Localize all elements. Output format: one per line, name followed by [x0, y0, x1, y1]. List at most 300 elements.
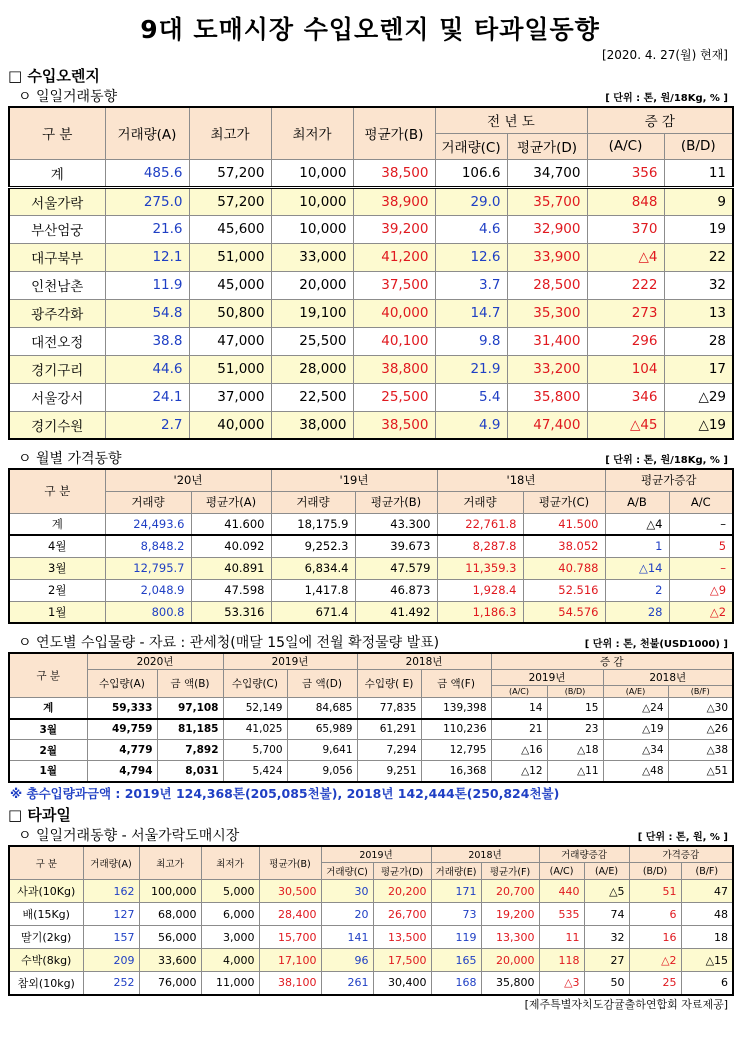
cell-avg: 39,200: [353, 215, 435, 243]
row-name: 인천남촌: [9, 271, 105, 299]
table-row: [9, 761, 733, 782]
cell-a: 4,779: [87, 740, 157, 761]
col-max: 최고가: [139, 846, 201, 880]
cell-prev-avg: 33,200: [507, 355, 587, 383]
cell-ac: △2: [669, 601, 733, 623]
cell-min: 5,000: [201, 880, 259, 903]
row-name: 1월: [9, 601, 105, 623]
cell-bf: △30: [668, 698, 733, 719]
table-row: [9, 535, 733, 557]
cell-avg: 40,100: [353, 327, 435, 355]
col-ac: (A/C): [539, 863, 584, 880]
cell-ac: –: [669, 557, 733, 579]
cell-min: 10,000: [271, 187, 353, 215]
cell-bf: △38: [668, 740, 733, 761]
cell-avg: 25,500: [353, 383, 435, 411]
col-vol-change: 거래량증감: [539, 846, 629, 863]
total-import-note: ※ 총수입량과금액 : 2019년 124,368톤(205,085천불), 2018년 142,444톤(250,824천불): [10, 785, 560, 801]
cell-a20: 41.600: [191, 513, 271, 535]
yearly-unit: [ 단위 : 톤, 천불(USD1000) ]: [584, 639, 728, 650]
cell-prev-avg: 31,400: [507, 327, 587, 355]
cell-bd: 9: [664, 187, 733, 215]
col-vol-2019: 거래량: [271, 491, 355, 513]
cell-bf: 48: [681, 903, 733, 926]
row-name: 부산엄궁: [9, 215, 105, 243]
cell-prev-vol: 106.6: [435, 159, 507, 187]
cell-v18: 8,287.8: [437, 535, 523, 557]
cell-max: 50,800: [189, 299, 271, 327]
row-name: 광주각화: [9, 299, 105, 327]
cell-vol: 12.1: [105, 243, 189, 271]
row-name: 사과(10Kg): [9, 880, 83, 903]
row-name: 대구북부: [9, 243, 105, 271]
cell-max: 37,000: [189, 383, 271, 411]
table-row: [9, 601, 733, 623]
cell-a: 4,794: [87, 761, 157, 782]
cell-ac: △9: [669, 579, 733, 601]
col-2020: 2020년: [87, 653, 223, 670]
cell-ac: 21: [491, 719, 547, 740]
col-min: 최저가: [271, 107, 353, 159]
cell-ac: 5: [669, 535, 733, 557]
table-row: [9, 972, 733, 995]
col-bd: (B/D): [664, 133, 733, 159]
cell-ac: △4: [587, 243, 664, 271]
col-bf: (B/F): [681, 863, 733, 880]
cell-avg: 30,500: [259, 880, 321, 903]
row-name: 3월: [9, 719, 87, 740]
cell-ad: 17,500: [373, 949, 431, 972]
cell-prev-avg: 35,700: [507, 187, 587, 215]
cell-ac: 296: [587, 327, 664, 355]
cell-v20: 8,848.2: [105, 535, 191, 557]
col-2020: '20년: [105, 469, 271, 491]
row-name: 서울강서: [9, 383, 105, 411]
col-vol-c: 거래량(C): [321, 863, 373, 880]
cell-prev-vol: 21.9: [435, 355, 507, 383]
cell-min: 11,000: [201, 972, 259, 995]
table-row: [9, 579, 733, 601]
cell-vol: 24.1: [105, 383, 189, 411]
cell-e: 77,835: [357, 698, 421, 719]
cell-vol: 485.6: [105, 159, 189, 187]
col-bf: (B/F): [668, 686, 733, 698]
cell-bd: △11: [547, 761, 603, 782]
table-row: [9, 557, 733, 579]
col-change: 증 감: [587, 107, 733, 133]
cell-v20: 800.8: [105, 601, 191, 623]
monthly-subhead: [8, 448, 732, 468]
cell-v19: 18,175.9: [271, 513, 355, 535]
cell-vol: 11.9: [105, 271, 189, 299]
daily-label: ㅇ 일일거래동향: [18, 89, 118, 105]
cell-a: 49,759: [87, 719, 157, 740]
cell-min: 4,000: [201, 949, 259, 972]
fruit-subhead: [8, 825, 732, 845]
cell-bd: 11: [664, 159, 733, 187]
col-gubun: 구 분: [9, 107, 105, 159]
cell-prev-vol: 5.4: [435, 383, 507, 411]
orange-daily-table: [8, 106, 734, 440]
table-row: [9, 243, 733, 271]
cell-avg: 38,900: [353, 187, 435, 215]
cell-prev-vol: 4.6: [435, 215, 507, 243]
cell-ae: △34: [603, 740, 668, 761]
table-row: [9, 159, 733, 187]
col-prev-vol: 거래량(C): [435, 133, 507, 159]
col-gubun: 구 분: [9, 653, 87, 698]
section-orange: □ 수입오렌지: [8, 67, 100, 85]
cell-af: 13,300: [481, 926, 539, 949]
col-bd: (B/D): [629, 863, 681, 880]
fruit-unit: [ 단위 : 톤, 원, % ]: [637, 831, 728, 843]
report-date: [2020. 4. 27(월) 현재]: [601, 48, 728, 62]
cell-bd: 13: [664, 299, 733, 327]
cell-avg: 38,500: [353, 159, 435, 187]
cell-a18: 54.576: [523, 601, 605, 623]
cell-avg: 38,100: [259, 972, 321, 995]
cell-vol: 54.8: [105, 299, 189, 327]
cell-ae: △48: [603, 761, 668, 782]
col-amt-d: 금 액(D): [287, 670, 357, 698]
row-name: 4월: [9, 535, 105, 557]
cell-vol: 157: [83, 926, 139, 949]
table-row: [9, 215, 733, 243]
cell-e: 61,291: [357, 719, 421, 740]
cell-max: 45,000: [189, 271, 271, 299]
cell-min: 38,000: [271, 411, 353, 439]
cell-bd: △29: [664, 383, 733, 411]
col-2018: 2018년: [357, 653, 491, 670]
cell-max: 45,600: [189, 215, 271, 243]
cell-v20: 2,048.9: [105, 579, 191, 601]
cell-bd: △2: [629, 949, 681, 972]
cell-max: 33,600: [139, 949, 201, 972]
cell-v20: 24,493.6: [105, 513, 191, 535]
cell-vc: 30: [321, 880, 373, 903]
cell-a20: 53.316: [191, 601, 271, 623]
col-avg: 평균가(B): [259, 846, 321, 880]
cell-ac: 222: [587, 271, 664, 299]
cell-bd: 32: [664, 271, 733, 299]
cell-min: 22,500: [271, 383, 353, 411]
cell-ad: 13,500: [373, 926, 431, 949]
cell-ab: 28: [605, 601, 669, 623]
cell-prev-vol: 12.6: [435, 243, 507, 271]
table-row: [9, 880, 733, 903]
row-name: 계: [9, 159, 105, 187]
cell-bd: 19: [664, 215, 733, 243]
fruit-label: ㅇ 일일거래동향 - 서울가락도매시장: [18, 827, 240, 844]
cell-bd: 16: [629, 926, 681, 949]
cell-ac: –: [669, 513, 733, 535]
cell-a18: 52.516: [523, 579, 605, 601]
cell-d: 65,989: [287, 719, 357, 740]
cell-a19: 41.492: [355, 601, 437, 623]
cell-prev-avg: 47,400: [507, 411, 587, 439]
col-avg-c: 평균가(C): [523, 491, 605, 513]
cell-ac: 346: [587, 383, 664, 411]
cell-ac: 11: [539, 926, 584, 949]
cell-avg: 28,400: [259, 903, 321, 926]
row-name: 참외(10kg): [9, 972, 83, 995]
cell-v19: 1,417.8: [271, 579, 355, 601]
cell-max: 47,000: [189, 327, 271, 355]
cell-f: 110,236: [421, 719, 491, 740]
cell-ac: △16: [491, 740, 547, 761]
cell-c: 5,700: [223, 740, 287, 761]
cell-bd: 15: [547, 698, 603, 719]
col-change-2019: 2019년: [491, 670, 603, 686]
col-amt-f: 금 액(F): [421, 670, 491, 698]
cell-ae: 50: [584, 972, 629, 995]
cell-v18: 1,186.3: [437, 601, 523, 623]
cell-avg: 41,200: [353, 243, 435, 271]
col-vol: 거래량(A): [105, 107, 189, 159]
col-avg-d: 평균가(D): [373, 863, 431, 880]
col-price-change: 가격증감: [629, 846, 733, 863]
cell-max: 76,000: [139, 972, 201, 995]
daily-unit: [ 단위 : 톤, 원/18Kg, % ]: [605, 93, 728, 104]
row-name: 2월: [9, 579, 105, 601]
cell-ac: 848: [587, 187, 664, 215]
row-name: 3월: [9, 557, 105, 579]
cell-min: 25,500: [271, 327, 353, 355]
cell-ve: 165: [431, 949, 481, 972]
cell-prev-avg: 35,800: [507, 383, 587, 411]
cell-vc: 141: [321, 926, 373, 949]
page-title: 9대 도매시장 수입오렌지 및 타과일동향: [140, 15, 600, 44]
row-name: 계: [9, 698, 87, 719]
yearly-subhead: [8, 632, 732, 652]
cell-ad: 20,200: [373, 880, 431, 903]
col-avg-a: 평균가(A): [191, 491, 271, 513]
cell-af: 20,700: [481, 880, 539, 903]
orange-yearly-table: [8, 652, 734, 783]
cell-ab: △4: [605, 513, 669, 535]
table-row: [9, 411, 733, 439]
cell-d: 9,641: [287, 740, 357, 761]
orange-monthly-table: [8, 468, 734, 624]
cell-af: 20,000: [481, 949, 539, 972]
cell-a19: 47.579: [355, 557, 437, 579]
cell-ad: 26,700: [373, 903, 431, 926]
cell-prev-vol: 29.0: [435, 187, 507, 215]
cell-d: 9,056: [287, 761, 357, 782]
cell-min: 3,000: [201, 926, 259, 949]
cell-ac: 14: [491, 698, 547, 719]
col-change: 증 감: [491, 653, 733, 670]
table-row: [9, 698, 733, 719]
col-ab: A/B: [605, 491, 669, 513]
cell-prev-avg: 28,500: [507, 271, 587, 299]
col-2019: 2019년: [223, 653, 357, 670]
cell-max: 100,000: [139, 880, 201, 903]
cell-e: 7,294: [357, 740, 421, 761]
cell-avg: 40,000: [353, 299, 435, 327]
table-row: [9, 903, 733, 926]
cell-ac: 440: [539, 880, 584, 903]
section-fruit: □ 타과일: [8, 805, 71, 824]
cell-a18: 40.788: [523, 557, 605, 579]
cell-min: 6,000: [201, 903, 259, 926]
cell-ae: 74: [584, 903, 629, 926]
cell-ad: 30,400: [373, 972, 431, 995]
cell-d: 84,685: [287, 698, 357, 719]
cell-a20: 40.891: [191, 557, 271, 579]
cell-min: 10,000: [271, 215, 353, 243]
cell-ae: △5: [584, 880, 629, 903]
table-row: [9, 949, 733, 972]
cell-ac: 370: [587, 215, 664, 243]
cell-v19: 9,252.3: [271, 535, 355, 557]
col-max: 최고가: [189, 107, 271, 159]
row-name: 대전오정: [9, 327, 105, 355]
col-avg-b: 평균가(B): [355, 491, 437, 513]
col-gubun: 구 분: [9, 469, 105, 513]
col-2019: 2019년: [321, 846, 431, 863]
cell-ve: 73: [431, 903, 481, 926]
table-row: [9, 926, 733, 949]
table-row: [9, 740, 733, 761]
cell-ab: 1: [605, 535, 669, 557]
row-name: 수박(8kg): [9, 949, 83, 972]
cell-ac: △12: [491, 761, 547, 782]
col-vol-e: 수입량( E): [357, 670, 421, 698]
cell-a19: 39.673: [355, 535, 437, 557]
table-row: [9, 719, 733, 740]
col-vol-a: 수입량(A): [87, 670, 157, 698]
cell-min: 20,000: [271, 271, 353, 299]
col-vol: 거래량(A): [83, 846, 139, 880]
col-vol-2018: 거래량: [437, 491, 523, 513]
source-footer: [제주특별자치도감귤출하연합회 자료제공]: [524, 997, 728, 1011]
cell-b: 7,892: [157, 740, 223, 761]
cell-vol: 44.6: [105, 355, 189, 383]
table-row: [9, 513, 733, 535]
cell-vol: 21.6: [105, 215, 189, 243]
cell-af: 35,800: [481, 972, 539, 995]
cell-a20: 47.598: [191, 579, 271, 601]
table-row: [9, 383, 733, 411]
table-row: [9, 299, 733, 327]
fruit-daily-table: [8, 845, 734, 996]
cell-vol: 209: [83, 949, 139, 972]
cell-ac: 104: [587, 355, 664, 383]
col-vol-c: 수입량(C): [223, 670, 287, 698]
cell-ac: 356: [587, 159, 664, 187]
col-avg-change: 평균가증감: [605, 469, 733, 491]
cell-avg: 38,500: [353, 411, 435, 439]
cell-ab: △14: [605, 557, 669, 579]
cell-prev-avg: 35,300: [507, 299, 587, 327]
cell-bf: 6: [681, 972, 733, 995]
cell-a18: 41.500: [523, 513, 605, 535]
cell-b: 97,108: [157, 698, 223, 719]
yearly-label: ㅇ 연도별 수입물량 - 자료 : 관세청(매달 15일에 전월 확정물량 발표): [18, 635, 440, 651]
cell-bd: 25: [629, 972, 681, 995]
cell-prev-vol: 3.7: [435, 271, 507, 299]
cell-v18: 22,761.8: [437, 513, 523, 535]
cell-min: 19,100: [271, 299, 353, 327]
cell-af: 19,200: [481, 903, 539, 926]
daily-subhead: [8, 86, 732, 106]
col-avg-f: 평균가(F): [481, 863, 539, 880]
cell-v19: 671.4: [271, 601, 355, 623]
col-amt-b: 금 액(B): [157, 670, 223, 698]
cell-max: 51,000: [189, 355, 271, 383]
cell-min: 28,000: [271, 355, 353, 383]
cell-ae: △19: [603, 719, 668, 740]
cell-avg: 17,100: [259, 949, 321, 972]
cell-min: 33,000: [271, 243, 353, 271]
row-name: 딸기(2kg): [9, 926, 83, 949]
col-ae: (A/E): [603, 686, 668, 698]
cell-ac: △45: [587, 411, 664, 439]
cell-ve: 168: [431, 972, 481, 995]
cell-vol: 38.8: [105, 327, 189, 355]
cell-f: 12,795: [421, 740, 491, 761]
col-avg: 평균가(B): [353, 107, 435, 159]
cell-ac: 273: [587, 299, 664, 327]
cell-max: 51,000: [189, 243, 271, 271]
cell-min: 10,000: [271, 159, 353, 187]
cell-avg: 15,700: [259, 926, 321, 949]
col-2018: 2018년: [431, 846, 539, 863]
cell-f: 139,398: [421, 698, 491, 719]
table-row: [9, 271, 733, 299]
cell-a19: 43.300: [355, 513, 437, 535]
cell-bd: △18: [547, 740, 603, 761]
cell-bf: △51: [668, 761, 733, 782]
cell-bd: 51: [629, 880, 681, 903]
cell-vol: 252: [83, 972, 139, 995]
table-row: [9, 187, 733, 215]
cell-bd: △19: [664, 411, 733, 439]
cell-bd: 17: [664, 355, 733, 383]
cell-ac: △3: [539, 972, 584, 995]
cell-bd: 28: [664, 327, 733, 355]
cell-bd: 22: [664, 243, 733, 271]
row-name: 계: [9, 513, 105, 535]
col-prev-avg: 평균가(D): [507, 133, 587, 159]
cell-vc: 20: [321, 903, 373, 926]
cell-a20: 40.092: [191, 535, 271, 557]
cell-prev-avg: 32,900: [507, 215, 587, 243]
cell-v18: 1,928.4: [437, 579, 523, 601]
cell-ve: 171: [431, 880, 481, 903]
col-gubun: 구 분: [9, 846, 83, 880]
cell-f: 16,368: [421, 761, 491, 782]
cell-max: 57,200: [189, 187, 271, 215]
cell-ac: 535: [539, 903, 584, 926]
col-min: 최저가: [201, 846, 259, 880]
row-name: 배(15Kg): [9, 903, 83, 926]
cell-a18: 38.052: [523, 535, 605, 557]
cell-max: 68,000: [139, 903, 201, 926]
cell-v18: 11,359.3: [437, 557, 523, 579]
cell-prev-vol: 14.7: [435, 299, 507, 327]
cell-b: 8,031: [157, 761, 223, 782]
cell-e: 9,251: [357, 761, 421, 782]
cell-max: 40,000: [189, 411, 271, 439]
cell-v20: 12,795.7: [105, 557, 191, 579]
row-name: 1월: [9, 761, 87, 782]
cell-bd: 23: [547, 719, 603, 740]
cell-prev-vol: 9.8: [435, 327, 507, 355]
col-prev: 전 년 도: [435, 107, 587, 133]
cell-bd: 6: [629, 903, 681, 926]
